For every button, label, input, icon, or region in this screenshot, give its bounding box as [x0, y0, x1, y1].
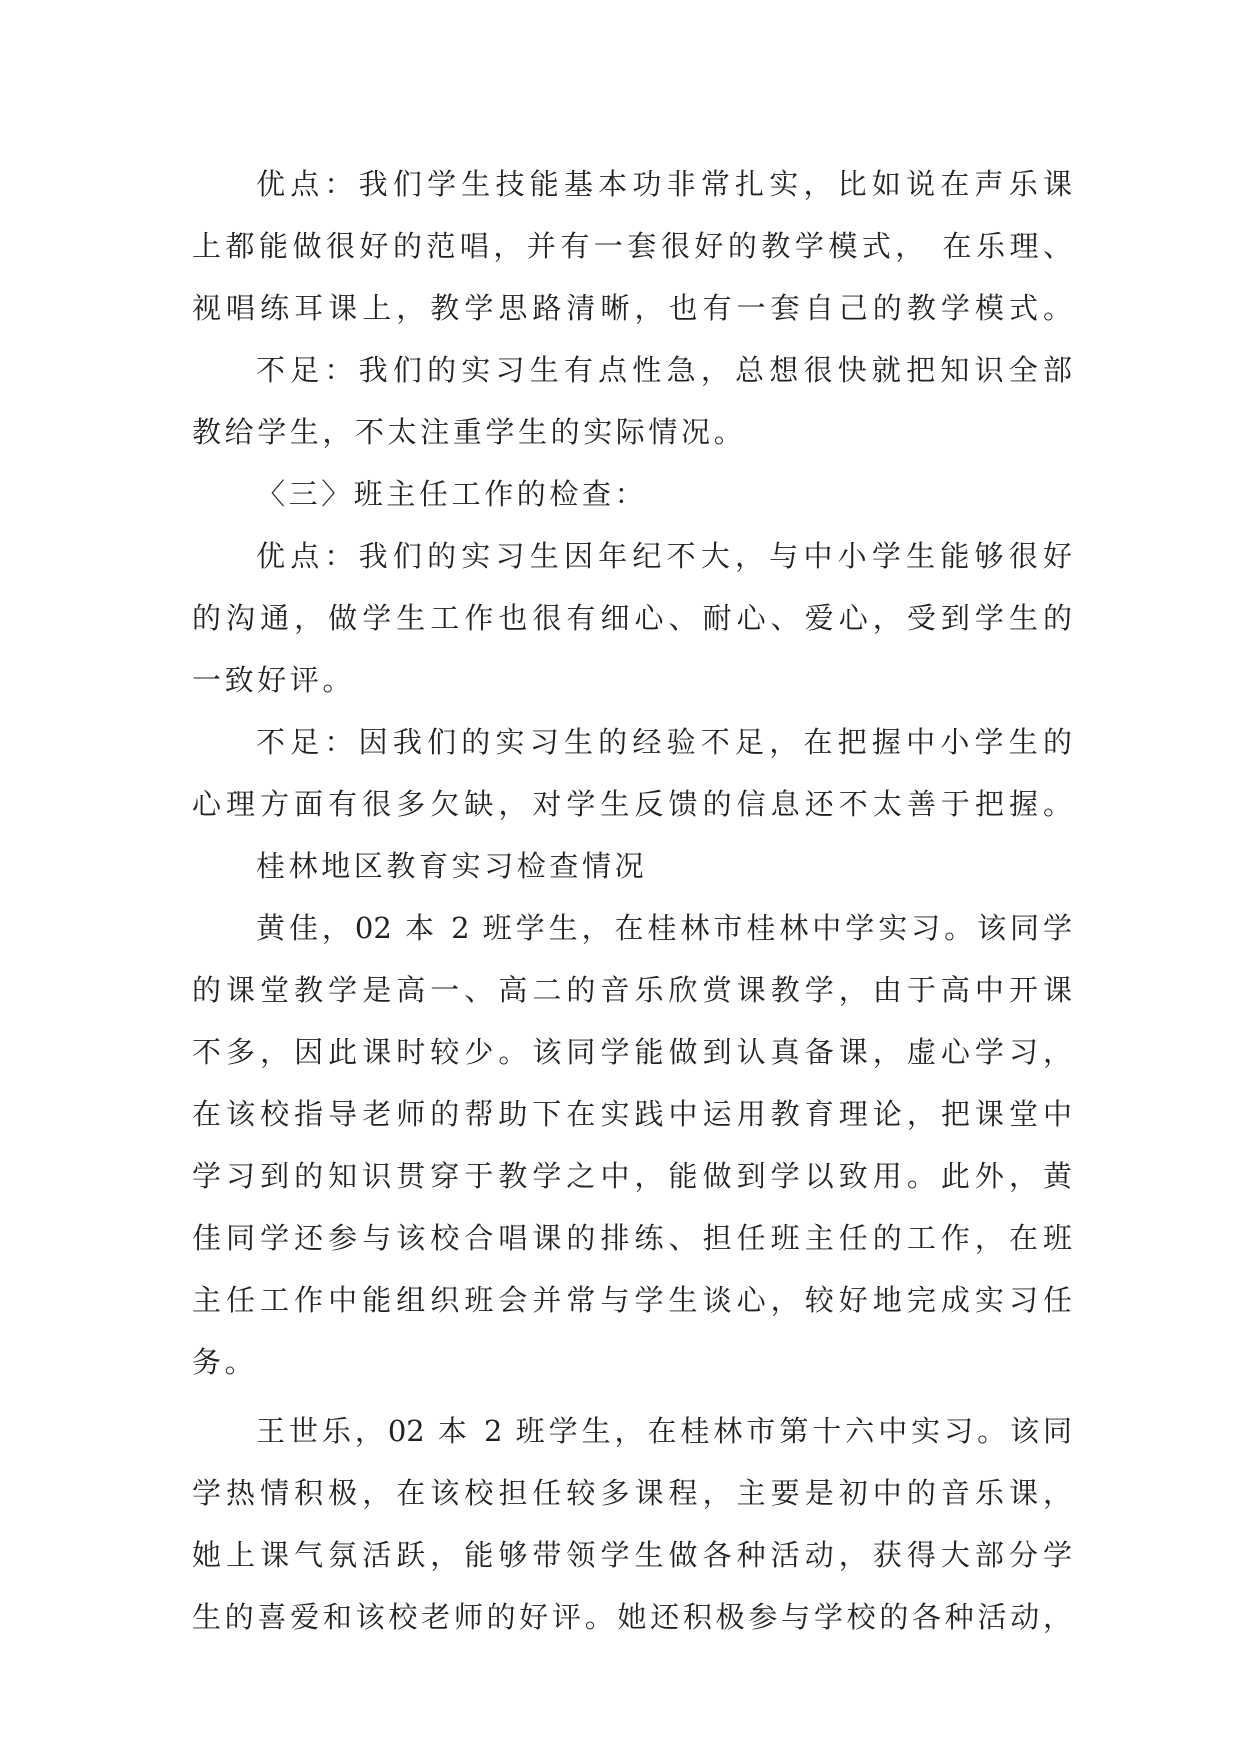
text-line: 的课堂教学是高一、高二的音乐欣赏课教学，由于高中开课	[192, 973, 1072, 1007]
text-line: 不足：我们的实习生有点性急，总想很快就把知识全部	[256, 353, 1072, 387]
text-line: 在该校指导老师的帮助下在实践中运用教育理论，把课堂中	[192, 1097, 1072, 1131]
text-line: 主任工作中能组织班会并常与学生谈心，较好地完成实习任	[192, 1283, 1072, 1317]
text-line: 上都能做很好的范唱，并有一套很好的教学模式， 在乐理、	[192, 229, 1072, 263]
text-line: 视唱练耳课上，教学思路清晰，也有一套自己的教学模式。	[192, 291, 1072, 325]
text-line: 一致好评。	[192, 663, 356, 697]
text-line: 优点：我们的实习生因年纪不大，与中小学生能够很好	[256, 539, 1072, 573]
section-heading: 桂林地区教育实习检查情况	[256, 849, 648, 883]
text-line: 心理方面有很多欠缺，对学生反馈的信息还不太善于把握。	[192, 787, 1072, 821]
text-line: 她上课气氛活跃，能够带领学生做各种活动，获得大部分学	[192, 1538, 1072, 1572]
text-line: 生的喜爱和该校老师的好评。她还积极参与学校的各种活动，	[192, 1600, 1072, 1634]
text-line: 不足：因我们的实习生的经验不足，在把握中小学生的	[256, 725, 1072, 759]
text-line: 学习到的知识贯穿于教学之中，能做到学以致用。此外，黄	[192, 1159, 1072, 1193]
text-line: 优点：我们学生技能基本功非常扎实，比如说在声乐课	[256, 167, 1072, 201]
text-line: 佳同学还参与该校合唱课的排练、担任班主任的工作，在班	[192, 1221, 1072, 1255]
text-line: 的沟通，做学生工作也很有细心、耐心、爱心，受到学生的	[192, 601, 1072, 635]
text-line: 不多，因此课时较少。该同学能做到认真备课，虚心学习，	[192, 1035, 1072, 1069]
text-line: 黄佳，02 本 2 班学生，在桂林市桂林中学实习。该同学	[256, 911, 1072, 945]
text-line: 教给学生，不太注重学生的实际情况。	[192, 415, 747, 449]
section-heading: 〈三〉班主任工作的检查：	[256, 477, 648, 511]
text-line: 学热情积极，在该校担任较多课程，主要是初中的音乐课，	[192, 1476, 1072, 1510]
text-line: 王世乐，02 本 2 班学生，在桂林市第十六中实习。该同	[256, 1414, 1072, 1448]
text-line: 务。	[192, 1345, 258, 1379]
